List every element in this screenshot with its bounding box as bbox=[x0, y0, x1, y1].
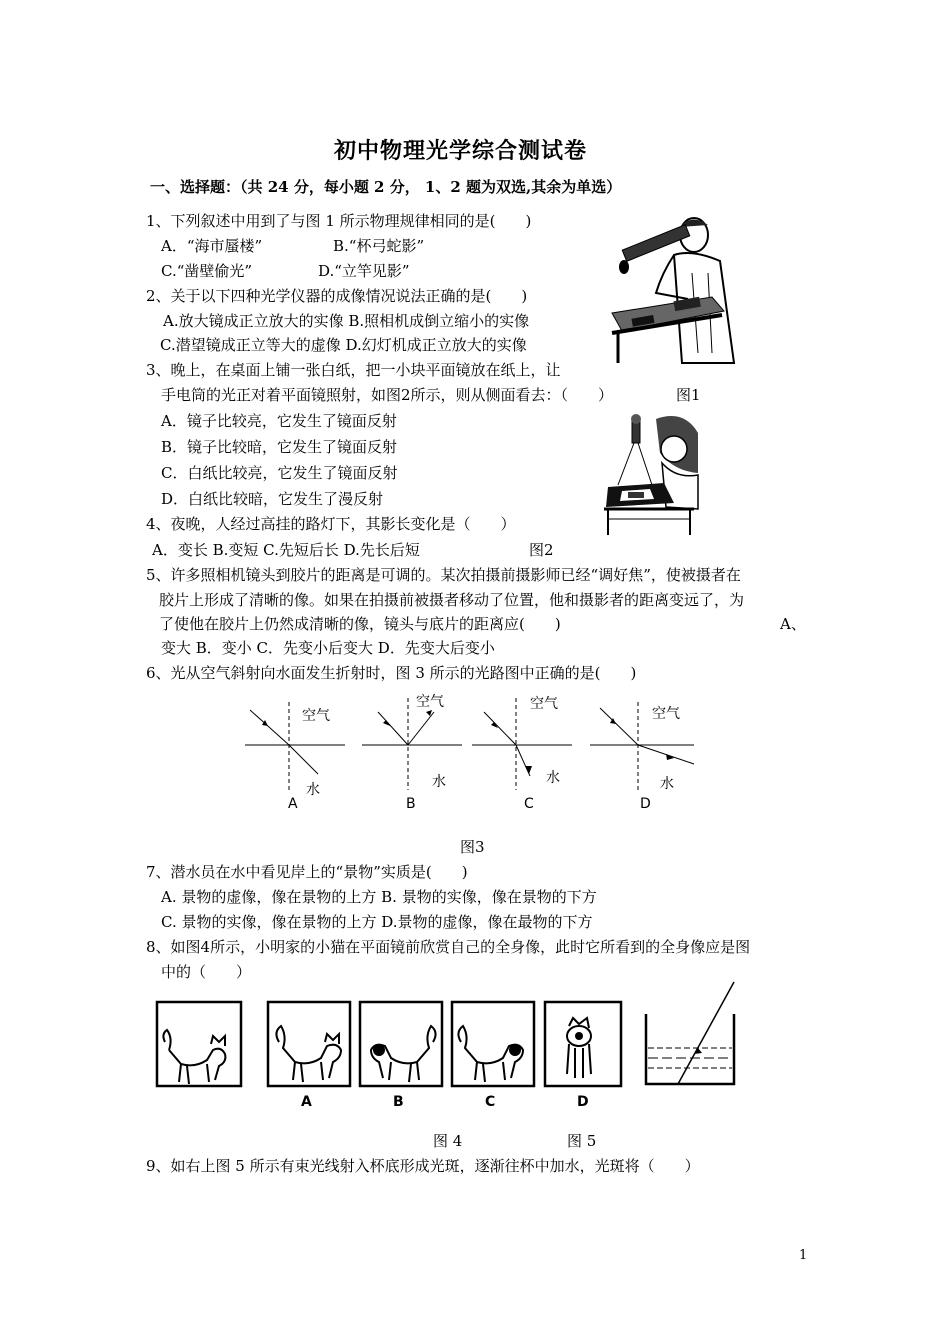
q1-option-d: D.“立竿见影” bbox=[318, 262, 410, 280]
q2-options-ab: A.放大镜成正立放大的实像 B.照相机成倒立缩小的实像 bbox=[163, 312, 530, 330]
figure-4-caption: 图 4 bbox=[433, 1132, 463, 1150]
q3-stem-line2: 手电筒的光正对着平面镜照射，如图2所示，则从侧面看去：（ ） bbox=[161, 386, 614, 404]
cat-c-label: C bbox=[485, 1094, 496, 1110]
diagram-c bbox=[472, 695, 572, 812]
section-heading: 一、选择题：（共 24 分，每小题 2 分， 1、2 题为双选,其余为单选） bbox=[150, 178, 622, 196]
q6-stem: 6、光从空气斜射向水面发生折射时，图 3 所示的光路图中正确的是( ) bbox=[146, 664, 637, 682]
diagram-d-letter: D bbox=[640, 796, 651, 812]
diagram-d-water-label: 水 bbox=[660, 776, 674, 792]
q4-stem: 4、夜晚，人经过高挂的路灯下，其影长变化是（ ） bbox=[146, 515, 516, 533]
q7-stem: 7、潜水员在水中看见岸上的“景物”实质是( ) bbox=[146, 863, 468, 881]
diagram-b-water-label: 水 bbox=[432, 774, 446, 790]
q8-stem-line2: 中的（ ） bbox=[161, 963, 252, 981]
q9-stem: 9、如右上图 5 所示有束光线射入杯底形成光斑，逐渐往杯中加水，光斑将（ ） bbox=[146, 1157, 700, 1175]
figure-5-beaker bbox=[640, 980, 740, 1090]
q2-stem: 2、关于以下四种光学仪器的成像情况说法正确的是( ) bbox=[146, 287, 528, 305]
diagram-b bbox=[362, 693, 462, 812]
diagram-a-water-label: 水 bbox=[306, 782, 320, 798]
cat-a-label: A bbox=[301, 1094, 312, 1110]
diagram-a-air-label: 空气 bbox=[302, 708, 330, 724]
q1-option-b: B.“杯弓蛇影” bbox=[333, 237, 425, 255]
q1-stem: 1、下列叙述中用到了与图 1 所示物理规律相同的是( ) bbox=[146, 212, 532, 230]
figure-4-cats bbox=[155, 998, 625, 1110]
q1-option-c: C.“凿壁偷光” bbox=[161, 262, 253, 280]
diagram-a bbox=[245, 702, 345, 812]
page-title: 初中物理光学综合测试卷 bbox=[334, 138, 588, 164]
diagram-d-air-label: 空气 bbox=[652, 706, 680, 722]
diagram-b-letter: B bbox=[406, 796, 416, 812]
figure-2-illustration bbox=[604, 413, 700, 535]
cat-option-c bbox=[452, 1002, 534, 1110]
figure-3-diagram-d bbox=[590, 690, 710, 812]
cat-d-label: D bbox=[577, 1094, 589, 1110]
q7-options-ab: A. 景物的虚像，像在景物的上方 B. 景物的实像，像在景物的下方 bbox=[161, 888, 597, 906]
q7-options-cd: C. 景物的实像，像在景物的上方 D.景物的虚像，像在最物的下方 bbox=[161, 913, 593, 931]
diagram-a-letter: A bbox=[288, 796, 298, 812]
figure-3-diagrams bbox=[240, 690, 600, 812]
cat-b-label: B bbox=[393, 1094, 404, 1110]
q5-option-a-prefix: A、 bbox=[780, 615, 806, 633]
page-number: 1 bbox=[799, 1248, 808, 1263]
q5-options: 变大 B．变小 C．先变小后变大 D．先变大后变小 bbox=[161, 639, 495, 657]
figure-1-illustration bbox=[612, 213, 742, 365]
q3-option-a: A．镜子比较亮，它发生了镜面反射 bbox=[161, 412, 397, 430]
q4-options: A．变长 B.变短 C.先短后长 D.先长后短 bbox=[152, 541, 420, 559]
q3-option-b: B．镜子比较暗，它发生了镜面反射 bbox=[161, 438, 398, 456]
q1-option-a: A．“海市蜃楼” bbox=[161, 237, 263, 255]
q5-stem-line1: 5、许多照相机镜头到胶片的距离是可调的。某次拍摄前摄影师已经“调好焦”，使被摄者在 bbox=[146, 566, 741, 584]
diagram-b-air-label: 空气 bbox=[416, 694, 444, 710]
figure-1-caption: 图1 bbox=[676, 386, 701, 404]
diagram-c-water-label: 水 bbox=[546, 770, 560, 786]
q3-stem-line1: 3、晚上，在桌面上铺一张白纸，把一小块平面镜放在纸上，让 bbox=[146, 361, 561, 379]
cat-option-b bbox=[360, 1002, 442, 1110]
q3-option-c: C．白纸比较亮，它发生了镜面反射 bbox=[161, 464, 398, 482]
q5-stem-line3: 了使他在胶片上仍然成清晰的像，镜头与底片的距离应( ) bbox=[159, 615, 561, 633]
q8-stem-line1: 8、如图4所示，小明家的小猫在平面镜前欣赏自己的全身像，此时它所看到的全身像应是图 bbox=[146, 938, 751, 956]
q3-option-d: D．白纸比较暗，它发生了漫反射 bbox=[161, 490, 384, 508]
q5-stem-line2: 胶片上形成了清晰的像。如果在拍摄前被摄者移动了位置，他和摄影者的距离变远了，为 bbox=[159, 591, 745, 609]
cat-option-a bbox=[268, 1002, 350, 1110]
cat-option-d bbox=[545, 1002, 621, 1110]
diagram-c-air-label: 空气 bbox=[530, 696, 558, 712]
cat-original bbox=[157, 1002, 241, 1086]
figure-2-caption: 图2 bbox=[529, 541, 554, 559]
figure-5-caption: 图 5 bbox=[567, 1132, 597, 1150]
q2-options-cd: C.潜望镜成正立等大的虚像 D.幻灯机成正立放大的实像 bbox=[160, 336, 527, 354]
diagram-c-letter: C bbox=[524, 796, 534, 812]
figure-3-caption: 图3 bbox=[460, 838, 485, 856]
